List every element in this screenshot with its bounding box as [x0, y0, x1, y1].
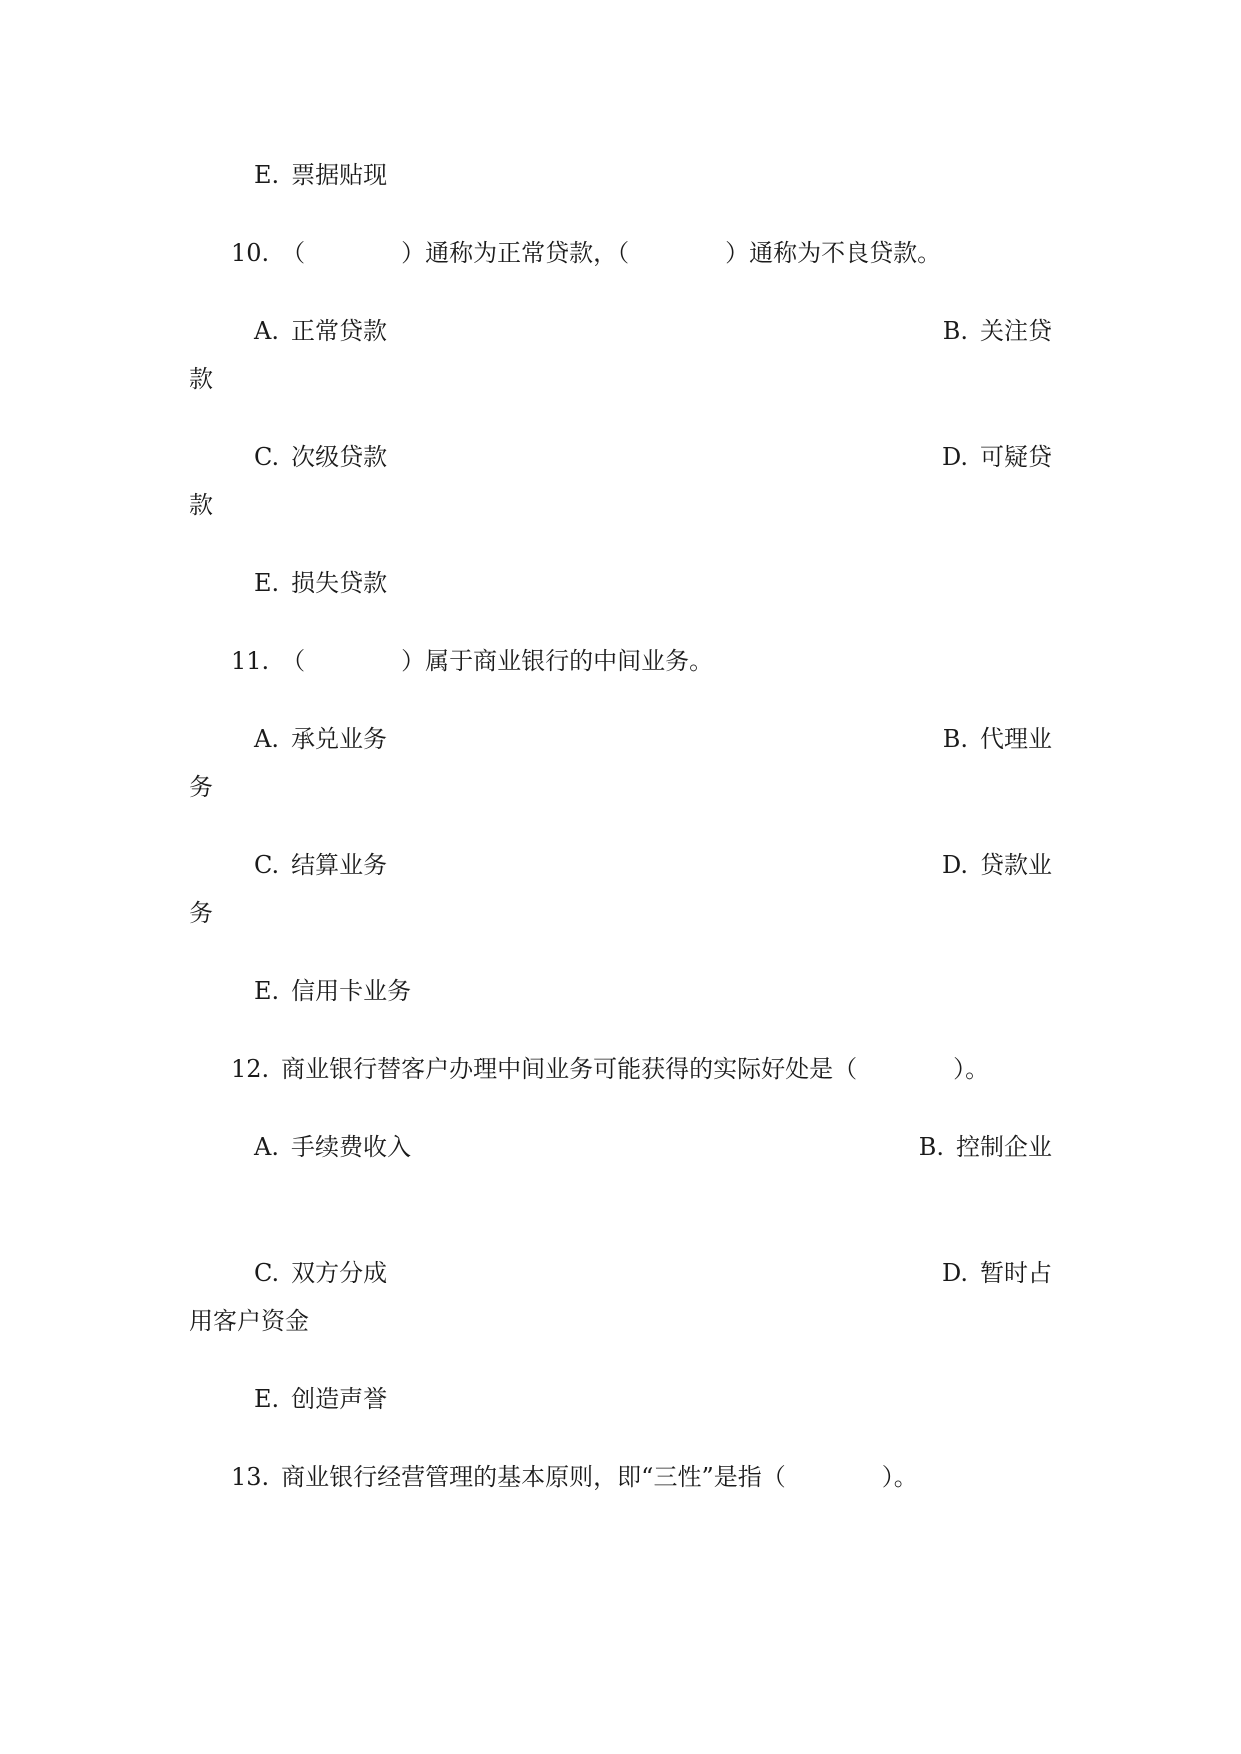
q10-option-a: A. 正常贷款: [254, 317, 387, 345]
q11-stem: 11. （ ）属于商业银行的中间业务。: [231, 647, 714, 675]
q10-option-d-wrap: 款: [189, 491, 213, 519]
q10-option-c: C. 次级贷款: [254, 443, 388, 471]
question-number: 11.: [231, 647, 270, 675]
q13-stem: 13. 商业银行经营管理的基本原则，即“三性”是指（ ）。: [231, 1463, 918, 1491]
q11-option-b-wrap: 务: [189, 773, 213, 801]
q12-option-b: B. 控制企业: [918, 1133, 1052, 1161]
q12-stem: 12. 商业银行替客户办理中间业务可能获得的实际好处是（ ）。: [231, 1055, 990, 1083]
q12-option-c: C. 双方分成: [254, 1259, 388, 1287]
q10-option-e: E. 损失贷款: [254, 569, 388, 597]
q12-option-a: A. 手续费收入: [254, 1133, 411, 1161]
q11-option-d: D. 贷款业: [941, 851, 1052, 879]
question-number: 12.: [231, 1055, 270, 1083]
q12-option-d-wrap: 用客户资金: [189, 1307, 309, 1335]
q12-option-d: D. 暂时占: [941, 1259, 1052, 1287]
q11-option-c: C. 结算业务: [254, 851, 388, 879]
q11-option-b: B. 代理业: [942, 725, 1052, 753]
option-letter: E.: [254, 161, 280, 189]
q11-option-e: E. 信用卡业务: [254, 977, 412, 1005]
q10-stem: 10. （ ）通称为正常贷款，（ ）通称为不良贷款。: [231, 239, 942, 267]
q10-option-b-wrap: 款: [189, 365, 213, 393]
question-number: 10.: [231, 239, 270, 267]
q12-option-e: E. 创造声誉: [254, 1385, 388, 1413]
q10-option-d: D. 可疑贷: [941, 443, 1052, 471]
q9-option-e: [254, 160, 387, 190]
q10-option-b: B. 关注贷: [942, 317, 1052, 345]
q11-option-d-wrap: 务: [189, 899, 213, 927]
option-text: 票据贴现: [291, 161, 388, 189]
q11-option-a: A. 承兑业务: [254, 725, 387, 753]
question-number: 13.: [231, 1463, 270, 1491]
